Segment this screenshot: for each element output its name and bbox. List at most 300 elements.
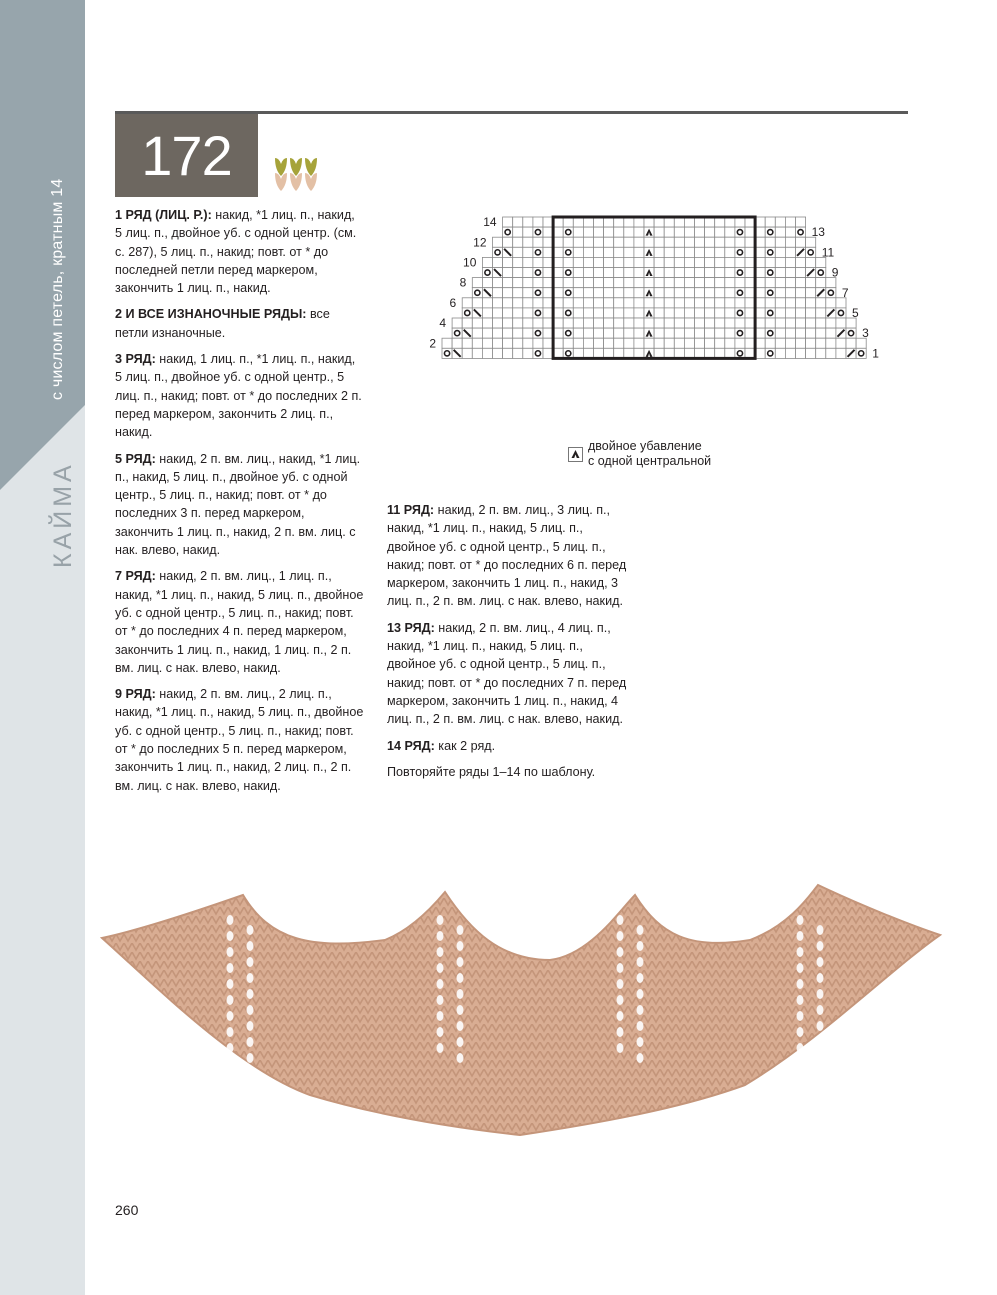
chart-cell xyxy=(735,288,745,298)
chart-cell xyxy=(684,237,694,247)
chart-cell xyxy=(785,338,795,348)
chart-cell xyxy=(705,328,715,338)
eyelet xyxy=(437,979,444,989)
eyelet xyxy=(817,1053,824,1063)
chart-cell xyxy=(624,227,634,237)
eyelet xyxy=(797,1043,804,1053)
eyelet xyxy=(817,989,824,999)
chart-cell xyxy=(553,328,563,338)
eyelet xyxy=(797,995,804,1005)
eyelet xyxy=(797,963,804,973)
chart-cell xyxy=(735,227,745,237)
chart-cell xyxy=(816,318,826,328)
eyelet xyxy=(817,1021,824,1031)
chart-cell xyxy=(573,278,583,288)
eyelet xyxy=(617,947,624,957)
chart-cell xyxy=(745,328,755,338)
chart-cell xyxy=(674,247,684,257)
instruction-paragraph xyxy=(387,737,632,755)
chart-cell xyxy=(604,338,614,348)
knitted-swatch-image xyxy=(100,880,945,1145)
chart-cell xyxy=(543,257,553,267)
eyelet xyxy=(617,915,624,925)
chart-cell xyxy=(543,268,553,278)
chart-cell xyxy=(755,247,765,257)
chart-cell xyxy=(583,257,593,267)
chart-cell xyxy=(583,237,593,247)
chart-cell xyxy=(715,348,725,358)
chart-cell xyxy=(523,308,533,318)
chart-cell xyxy=(614,298,624,308)
chart-cell xyxy=(493,328,503,338)
chart-cell xyxy=(614,257,624,267)
chart-cell xyxy=(604,227,614,237)
eyelet xyxy=(437,947,444,957)
chart-cell xyxy=(543,237,553,247)
chart-cell xyxy=(735,237,745,247)
chart-cell xyxy=(503,217,513,227)
chart-cell xyxy=(695,328,705,338)
chart-cell xyxy=(664,318,674,328)
eyelet xyxy=(457,989,464,999)
chart-cell xyxy=(472,298,482,308)
eyelet xyxy=(247,925,254,935)
chart-cell xyxy=(553,257,563,267)
chart-cell xyxy=(725,318,735,328)
chart-cell xyxy=(604,328,614,338)
chart-cell xyxy=(715,237,725,247)
chart-cell xyxy=(684,217,694,227)
chart-cell xyxy=(674,318,684,328)
chart-cell xyxy=(674,338,684,348)
row-text: как 2 ряд. xyxy=(434,738,496,753)
eyelet xyxy=(227,947,234,957)
eyelet xyxy=(817,925,824,935)
row-number-right: 3 xyxy=(862,326,869,341)
chart-cell xyxy=(796,217,806,227)
chart-cell xyxy=(573,328,583,338)
chart-cell xyxy=(573,308,583,318)
chart-cell xyxy=(594,348,604,358)
chart-cell xyxy=(715,247,725,257)
chart-cell xyxy=(775,338,785,348)
chart-cell xyxy=(533,348,543,358)
eyelet xyxy=(227,995,234,1005)
chart-cell xyxy=(644,338,654,348)
chart-cell xyxy=(513,268,523,278)
chart-cell xyxy=(745,288,755,298)
chart-cell xyxy=(543,217,553,227)
row-number-right: 13 xyxy=(811,225,825,240)
chart-cell xyxy=(634,278,644,288)
chart-cell xyxy=(755,288,765,298)
chart-cell xyxy=(503,318,513,328)
chart-cell xyxy=(705,338,715,348)
chart-cell xyxy=(695,227,705,237)
chart-cell xyxy=(573,318,583,328)
eyelet xyxy=(247,1021,254,1031)
chart-cell xyxy=(644,318,654,328)
chart-cell xyxy=(765,308,775,318)
chart-cell xyxy=(573,217,583,227)
chart-cell xyxy=(695,217,705,227)
legend-line-2: с одной центральной xyxy=(588,454,712,468)
chart-cell xyxy=(493,318,503,328)
chart-cell xyxy=(745,227,755,237)
chart-cell xyxy=(452,338,462,348)
instruction-paragraph xyxy=(387,501,632,611)
chart-cell xyxy=(826,338,836,348)
chart-cell xyxy=(816,268,826,278)
chart-cell xyxy=(796,288,806,298)
chart-cell xyxy=(785,257,795,267)
chart-cell xyxy=(755,227,765,237)
eyelet xyxy=(797,1011,804,1021)
row-number-right: 1 xyxy=(872,346,879,361)
chart-cell xyxy=(735,308,745,318)
eyelet xyxy=(227,963,234,973)
chart-cell xyxy=(674,328,684,338)
chart-cell xyxy=(533,247,543,257)
chart-cell xyxy=(523,348,533,358)
chart-cell xyxy=(745,268,755,278)
chart-cell xyxy=(806,308,816,318)
chart-cell xyxy=(755,278,765,288)
chart-cell xyxy=(684,308,694,318)
eyelet xyxy=(227,979,234,989)
eyelet xyxy=(247,941,254,951)
chart-cell xyxy=(523,318,533,328)
chart-cell xyxy=(775,318,785,328)
chart-cell xyxy=(563,348,573,358)
row-text: накид, *1 лиц. п., накид, 5 лиц. п., двойное уб. с одной центр. (см. с. 287), 5 лиц. п., накид; повт. от * до последней петли перед маркером, закончить 1 лиц. п., накид. xyxy=(115,208,357,296)
chart-cell xyxy=(775,328,785,338)
chart-cell xyxy=(674,348,684,358)
chart-cell xyxy=(503,268,513,278)
chart-cell xyxy=(523,237,533,247)
chart-cell xyxy=(654,338,664,348)
chart-cell xyxy=(654,328,664,338)
chart-cell xyxy=(654,288,664,298)
chart-cell xyxy=(745,247,755,257)
legend-line-1: двойное убавление xyxy=(588,439,702,453)
chart-cell xyxy=(594,328,604,338)
chart-cell xyxy=(523,328,533,338)
chart-cell xyxy=(523,247,533,257)
row-label: 1 РЯД (ЛИЦ. Р.): xyxy=(115,208,212,222)
chart-cell xyxy=(765,217,775,227)
chart-cell xyxy=(765,278,775,288)
chart-cell xyxy=(503,348,513,358)
chart-cell xyxy=(634,328,644,338)
row-number-left: 14 xyxy=(483,215,497,230)
chart-cell xyxy=(826,348,836,358)
eyelet xyxy=(797,931,804,941)
chart-cell xyxy=(634,217,644,227)
chart-cell xyxy=(624,328,634,338)
chart-cell xyxy=(583,278,593,288)
row-number-left: 6 xyxy=(449,295,457,310)
eyelet xyxy=(797,915,804,925)
eyelet xyxy=(637,973,644,983)
chart-cell xyxy=(533,328,543,338)
chart-cell xyxy=(563,257,573,267)
chart-cell xyxy=(644,217,654,227)
chart-cell xyxy=(654,318,664,328)
chart-cell xyxy=(765,227,775,237)
chart-cell xyxy=(533,217,543,227)
chart-cell xyxy=(785,227,795,237)
chart-cell xyxy=(664,247,674,257)
chart-cell xyxy=(674,268,684,278)
row-number-left: 8 xyxy=(459,275,467,290)
chart-cell xyxy=(563,217,573,227)
chart-cell xyxy=(634,288,644,298)
row-text: накид, 2 п. вм. лиц., 4 лиц. п., накид, *1 лиц. п., накид, 5 лиц. п., двойное уб. с одной центр., 5 лиц. п., накид; повт. от * до последних 7 п. перед маркером, закончить 1 лиц. п., накид, 4 лиц. п., 2 п. вм. лиц. с нак. влево, накид. xyxy=(387,620,627,727)
difficulty-stitches xyxy=(275,158,317,191)
chart-cell xyxy=(785,268,795,278)
chart-cell xyxy=(654,217,664,227)
row-number-right: 5 xyxy=(852,306,859,320)
chart-cell xyxy=(725,288,735,298)
chart-cell xyxy=(543,288,553,298)
chart-cell xyxy=(503,257,513,267)
chart-cell xyxy=(725,308,735,318)
chart-cell xyxy=(442,338,452,348)
chart-cell xyxy=(604,288,614,298)
chart-cell xyxy=(614,268,624,278)
chart-cell xyxy=(684,268,694,278)
chart-cell xyxy=(624,278,634,288)
chart-cell xyxy=(745,257,755,267)
chart-cell xyxy=(604,257,614,267)
chart-cell xyxy=(836,348,846,358)
chart-cell xyxy=(725,217,735,227)
chart-cell xyxy=(715,338,725,348)
chart-cell xyxy=(695,257,705,267)
chart-cell xyxy=(765,328,775,338)
chart-cell xyxy=(785,308,795,318)
eyelet xyxy=(437,1043,444,1053)
chart-cell xyxy=(684,348,694,358)
chart-cell xyxy=(705,348,715,358)
chart-cell xyxy=(705,237,715,247)
chart-cell xyxy=(755,328,765,338)
chart-cell xyxy=(614,328,624,338)
chart-cell xyxy=(513,278,523,288)
chart-cell xyxy=(614,227,624,237)
chart-cell xyxy=(563,328,573,338)
chart-cell xyxy=(846,328,856,338)
chart-cell xyxy=(735,328,745,338)
chart-cell xyxy=(513,288,523,298)
chart-cell xyxy=(614,247,624,257)
chart-cell xyxy=(634,338,644,348)
chart-cell xyxy=(745,237,755,247)
chart-cell xyxy=(462,298,472,308)
chart-cell xyxy=(695,268,705,278)
chart-cell xyxy=(705,308,715,318)
chart-cell xyxy=(684,247,694,257)
chart-cell xyxy=(806,318,816,328)
chart-cell xyxy=(503,227,513,237)
chart-cell xyxy=(634,247,644,257)
chart-cell xyxy=(806,338,816,348)
chart-cell xyxy=(563,237,573,247)
chart-cell xyxy=(472,328,482,338)
eyelet xyxy=(247,1053,254,1063)
row-number-left: 4 xyxy=(439,316,447,331)
chart-cell xyxy=(654,308,664,318)
chart-cell xyxy=(533,338,543,348)
row-number-left: 10 xyxy=(463,255,477,270)
eyelet xyxy=(617,931,624,941)
eyelet xyxy=(437,931,444,941)
chart-cell xyxy=(775,348,785,358)
chart-cell xyxy=(755,318,765,328)
stitch-leg-bottom xyxy=(275,173,281,191)
chart-cell xyxy=(614,338,624,348)
chart-cell xyxy=(594,338,604,348)
chart-cell xyxy=(472,348,482,358)
chart-cell xyxy=(806,278,816,288)
chart-cell xyxy=(654,237,664,247)
row-text: накид, 1 лиц. п., *1 лиц. п., накид, 5 лиц. п., двойное уб. с одной центр., 5 лиц. п., накид; повт. от * до последних 2 п. перед маркером, закончить 2 лиц. п., накид. xyxy=(115,352,362,440)
chart-cell xyxy=(816,348,826,358)
sidebar-triangle xyxy=(0,0,85,500)
row-text: накид, 2 п. вм. лиц., накид, *1 лиц. п., накид, 5 лиц. п., двойное уб. с одной центр., 5 лиц. п., накид; повт. от * до последних 3 п. перед маркером, закончить 1 лиц. п., накид, 2 п. вм. лиц. с нак. влево, накид. xyxy=(115,451,361,558)
chart-cell xyxy=(482,348,492,358)
eyelet xyxy=(437,995,444,1005)
eyelet xyxy=(797,1027,804,1037)
chart-cell xyxy=(583,247,593,257)
eyelet xyxy=(617,1043,624,1053)
chart-cell xyxy=(654,247,664,257)
chart-cell xyxy=(765,318,775,328)
chart-cell xyxy=(755,217,765,227)
chart-cell xyxy=(755,237,765,247)
chart-cell xyxy=(523,257,533,267)
chart-cell xyxy=(553,338,563,348)
eyelet xyxy=(817,941,824,951)
chart-cell xyxy=(573,247,583,257)
chart-cell xyxy=(715,298,725,308)
chart-cell xyxy=(493,338,503,348)
eyelet xyxy=(617,1011,624,1021)
chart-cell xyxy=(796,227,806,237)
chart-cell xyxy=(695,348,705,358)
chart-cell xyxy=(725,348,735,358)
eyelet xyxy=(437,915,444,925)
chart-cell xyxy=(674,308,684,318)
chart-cell xyxy=(513,308,523,318)
chart-cell xyxy=(553,278,563,288)
chart-cell xyxy=(563,227,573,237)
chart-cell xyxy=(583,227,593,237)
chart-cell xyxy=(644,298,654,308)
chart-cell xyxy=(634,268,644,278)
chart-cell xyxy=(604,298,614,308)
chart-cell xyxy=(553,268,563,278)
chart-cell xyxy=(513,318,523,328)
chart-cell xyxy=(705,318,715,328)
chart-cell xyxy=(533,288,543,298)
instructions-right xyxy=(387,501,632,789)
chart-cell xyxy=(765,338,775,348)
chart-cell xyxy=(594,278,604,288)
chart-cell xyxy=(654,278,664,288)
chart-cell xyxy=(462,338,472,348)
chart-cell xyxy=(735,318,745,328)
chart-cell xyxy=(452,318,462,328)
eyelet xyxy=(637,1005,644,1015)
row-number-left: 12 xyxy=(473,235,487,250)
chart-cell xyxy=(775,288,785,298)
chart-cell xyxy=(563,298,573,308)
chart-cell xyxy=(715,308,725,318)
chart-cell xyxy=(715,217,725,227)
chart-cell xyxy=(503,308,513,318)
chart-cell xyxy=(725,227,735,237)
chart-cell xyxy=(594,217,604,227)
eyelet xyxy=(637,957,644,967)
chart-cell xyxy=(715,288,725,298)
chart-cell xyxy=(594,237,604,247)
page-number: 260 xyxy=(115,1202,139,1218)
chart-cell xyxy=(533,227,543,237)
chart-cell xyxy=(462,348,472,358)
chart-cell xyxy=(674,257,684,267)
chart-cell xyxy=(705,247,715,257)
chart-cell xyxy=(755,348,765,358)
chart-cell xyxy=(624,348,634,358)
chart-cell xyxy=(664,308,674,318)
chart-cell xyxy=(806,348,816,358)
instructions-left xyxy=(115,206,365,803)
chart-cell xyxy=(715,268,725,278)
chart-cell xyxy=(543,247,553,257)
chart-cell xyxy=(775,278,785,288)
stitch-leg-bottom xyxy=(305,173,311,191)
chart-cell xyxy=(523,217,533,227)
chart-cell xyxy=(624,338,634,348)
instruction-paragraph xyxy=(115,206,365,297)
chart-cell xyxy=(573,227,583,237)
row-label: 5 РЯД: xyxy=(115,451,156,466)
chart-cell xyxy=(624,268,634,278)
chart-cell xyxy=(533,318,543,328)
chart-cell xyxy=(826,288,836,298)
chart-cell xyxy=(543,328,553,338)
chart-cell xyxy=(705,217,715,227)
chart-cell xyxy=(785,318,795,328)
chart-cell xyxy=(654,268,664,278)
chart-cell xyxy=(634,298,644,308)
chart-cell xyxy=(745,217,755,227)
eyelet xyxy=(227,1043,234,1053)
chart-cell xyxy=(604,268,614,278)
chart-cell xyxy=(785,348,795,358)
chart-cell xyxy=(684,338,694,348)
chart-cell xyxy=(816,338,826,348)
eyelet xyxy=(247,989,254,999)
chart-cell xyxy=(816,278,826,288)
chart-cell xyxy=(705,298,715,308)
chart-cell xyxy=(583,318,593,328)
chart-cell xyxy=(624,217,634,227)
stitch-chart xyxy=(410,211,890,423)
chart-cell xyxy=(513,217,523,227)
